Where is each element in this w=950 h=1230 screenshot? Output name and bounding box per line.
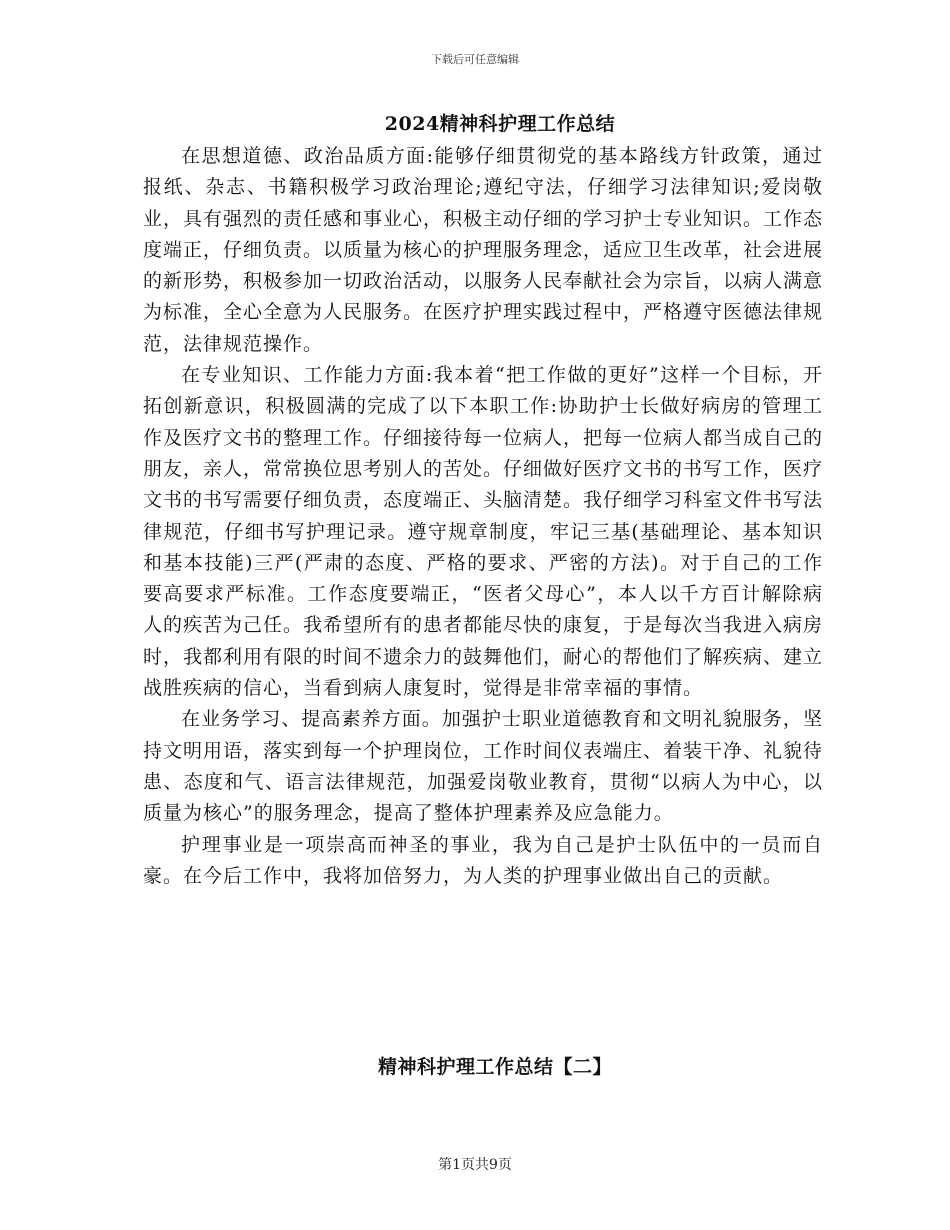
- page-footer-page-number: 第1页共9页: [438, 1157, 512, 1173]
- section-heading-two: 精神科护理工作总结【二】: [377, 1056, 612, 1078]
- document-title: 2024精神科护理工作总结: [384, 113, 616, 135]
- document-body: [143, 141, 823, 892]
- paragraph-political-quality: 在思想道德、政治品质方面:能够仔细贯彻党的基本路线方针政策，通过报纸、杂志、书籍积极学习政治理论;遵纪守法，仔细学习法律知识;爱岗敬业，具有强烈的责任感和事业心，积极主动仔细的学习护士专业知识。工作态度端正，仔细负责。以质量为核心的护理服务理念，适应卫生改革，社会进展的新形势，积极参加一切政治活动，以服务人民奉献社会为宗旨，以病人满意为标准，全心全意为人民服务。在医疗护理实践过程中，严格遵守医德法律规范，法律规范操作。: [143, 145, 824, 355]
- paragraph-conclusion: 护理事业是一项崇高而神圣的事业，我为自己是护士队伍中的一员而自豪。在今后工作中，我将加倍努力，为人类的护理事业做出自己的贡献。: [143, 833, 823, 887]
- page-header-note: 下载后可任意编辑: [431, 53, 519, 66]
- paragraph-professional-ability: 在专业知识、工作能力方面:我本着“把工作做的更好”这样一个目标，开拓创新意识，积极圆满的完成了以下本职工作:协助护士长做好病房的管理工作及医疗文书的整理工作。仔细接待每一位病人，把每一位病人都当成自己的朋友，亲人，常常换位思考别人的苦处。仔细做好医疗文书的书写工作，医疗文书的书写需要仔细负责，态度端正、头脑清楚。我仔细学习科室文件书写法律规范，仔细书写护理记录。遵守规章制度，牢记三基(基础理论、基本知识和基本技能)三严(严肃的态度、严格的要求、严密的方法)。对于自己的工作要高要求严标准。工作态度要端正，“医者父母心”，本人以千方百计解除病人的疾苦为己任。我希望所有的患者都能尽快的康复，于是每次当我进入病房时，我都利用有限的时间不遗余力的鼓舞他们，耐心的帮他们了解疾病、建立战胜疾病的信心，当看到病人康复时，觉得是非常幸福的事情。: [143, 364, 824, 700]
- paragraph-study-quality: 在业务学习、提高素养方面。加强护士职业道德教育和文明礼貌服务，坚持文明用语，落实到每一个护理岗位，工作时间仪表端庄、着装干净、礼貌待患、态度和气、语言法律规范，加强爱岗敬业教育，贯彻“以病人为中心，以质量为核心”的服务理念，提高了整体护理素养及应急能力。: [143, 708, 824, 825]
